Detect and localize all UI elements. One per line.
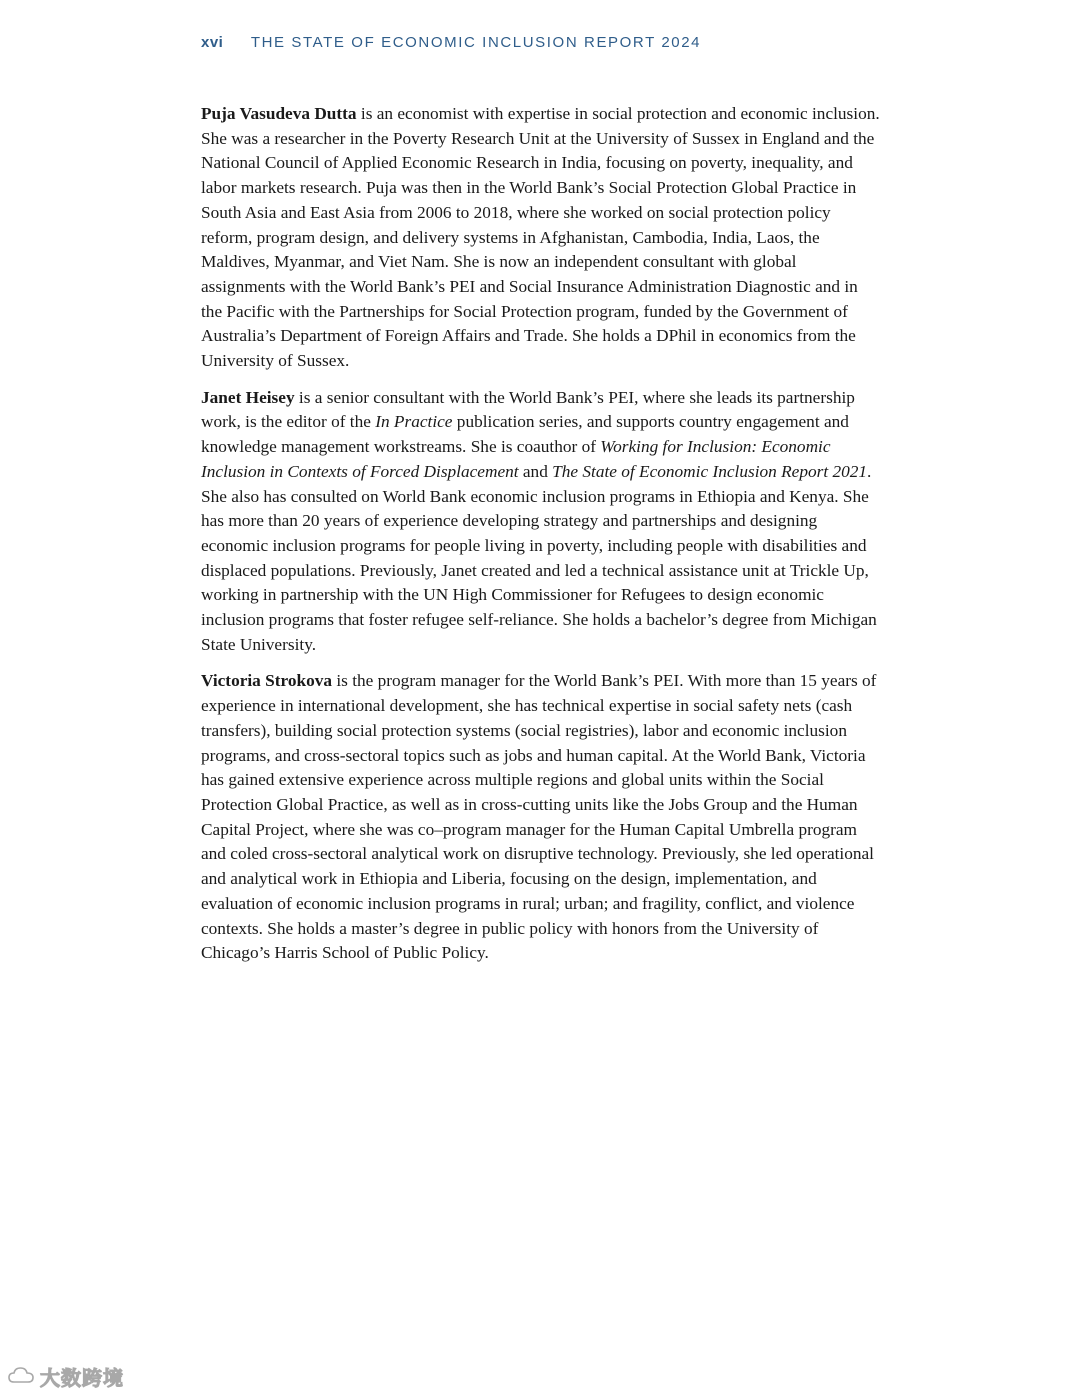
publication-title: In Practice: [375, 412, 453, 432]
bio-content: [201, 102, 881, 978]
running-head: [201, 34, 701, 51]
bio-paragraph-0: [201, 102, 881, 374]
bio-name: Puja Vasudeva Dutta: [201, 104, 357, 123]
bio-paragraph-1: [201, 386, 881, 658]
cloud-logo-icon: [8, 1366, 34, 1390]
bio-text: is an economist with expertise in social protection and economic inclusion. She was a researcher in the Poverty Research Unit at the University of Sussex in England and the National Council of Applied Economic Research in India, focusing on poverty, inequality, and labor markets research. Puja was then in the World Bank’s Social Protection Global Practice in South Asia and East Asia from 2006 to 2018, where she worked on social protection policy reform, program design, and delivery systems in Afghanistan, Cambodia, India, Laos, the Maldives, Myanmar, and Viet Nam. She is now an independent consultant with global assignments with the World Bank’s PEI and Social Insurance Administration Diagnostic and in the Pacific with the Partnerships for Social Protection program, funded by the Government of Australia’s Department of Foreign Affairs and Trade. She holds a DPhil in economics from the University of Sussex.: [201, 104, 880, 371]
publication-title: The State of Economic Inclusion Report 2021: [552, 461, 868, 481]
bio-paragraph-2: [201, 669, 881, 965]
bio-name: Janet Heisey: [201, 387, 295, 407]
watermark: [8, 1362, 124, 1391]
bio-text: is the program manager for the World Bank’s PEI. With more than 15 years of experience in international development, she has technical expertise in social safety nets (cash transfers), building social protection systems (social registries), labor and economic inclusion programs, and cross-sectoral topics such as jobs and human capital. At the World Bank, Victoria has gained extensive experience across multiple regions and global units within the Social Protection Global Practice, as well as in cross-cutting units like the Jobs Group and the Human Capital Project, where she was co–program manager for the Human Capital Umbrella program and coled cross-sectoral analytical work on disruptive technology. Previously, she led operational and analytical work in Ethiopia and Liberia, focusing on the design, implementation, and evaluation of economic inclusion programs in rural; urban; and fragility, conflict, and violence contexts. She holds a master’s degree in public policy with honors from the University of Chicago’s Harris School of Public Policy.: [201, 671, 877, 963]
page-number: xvi: [201, 34, 224, 51]
watermark-text: 大数跨境: [40, 1366, 124, 1390]
bio-text: publication series, and supports country engagement and knowledge management workstreams. She is coauthor of: [201, 412, 849, 457]
publication-title: Working for Inclusion: Economic Inclusion in Contexts of Forced Displacement: [201, 437, 831, 481]
bio-text: . She also has consulted on World Bank economic inclusion programs in Ethiopia and Kenya. She has more than 20 years of experience developing strategy and partnerships and designing economic inclusion programs for people living in poverty, including people with disabilities and displaced populations. Previously, Janet created and led a technical assistance unit at Trickle Up, working in partnership with the UN High Commissioner for Refugees to design economic inclusion programs that foster refugee self-reliance. She holds a bachelor’s degree from Michigan State University.: [201, 461, 877, 654]
bio-text: is a senior consultant with the World Bank’s PEI, where she leads its partnership work, is the editor of the: [201, 387, 855, 432]
report-title: THE STATE OF ECONOMIC INCLUSION REPORT 2024: [250, 34, 702, 51]
bio-text: and: [518, 461, 553, 481]
bio-name: Victoria Strokova: [201, 671, 333, 691]
